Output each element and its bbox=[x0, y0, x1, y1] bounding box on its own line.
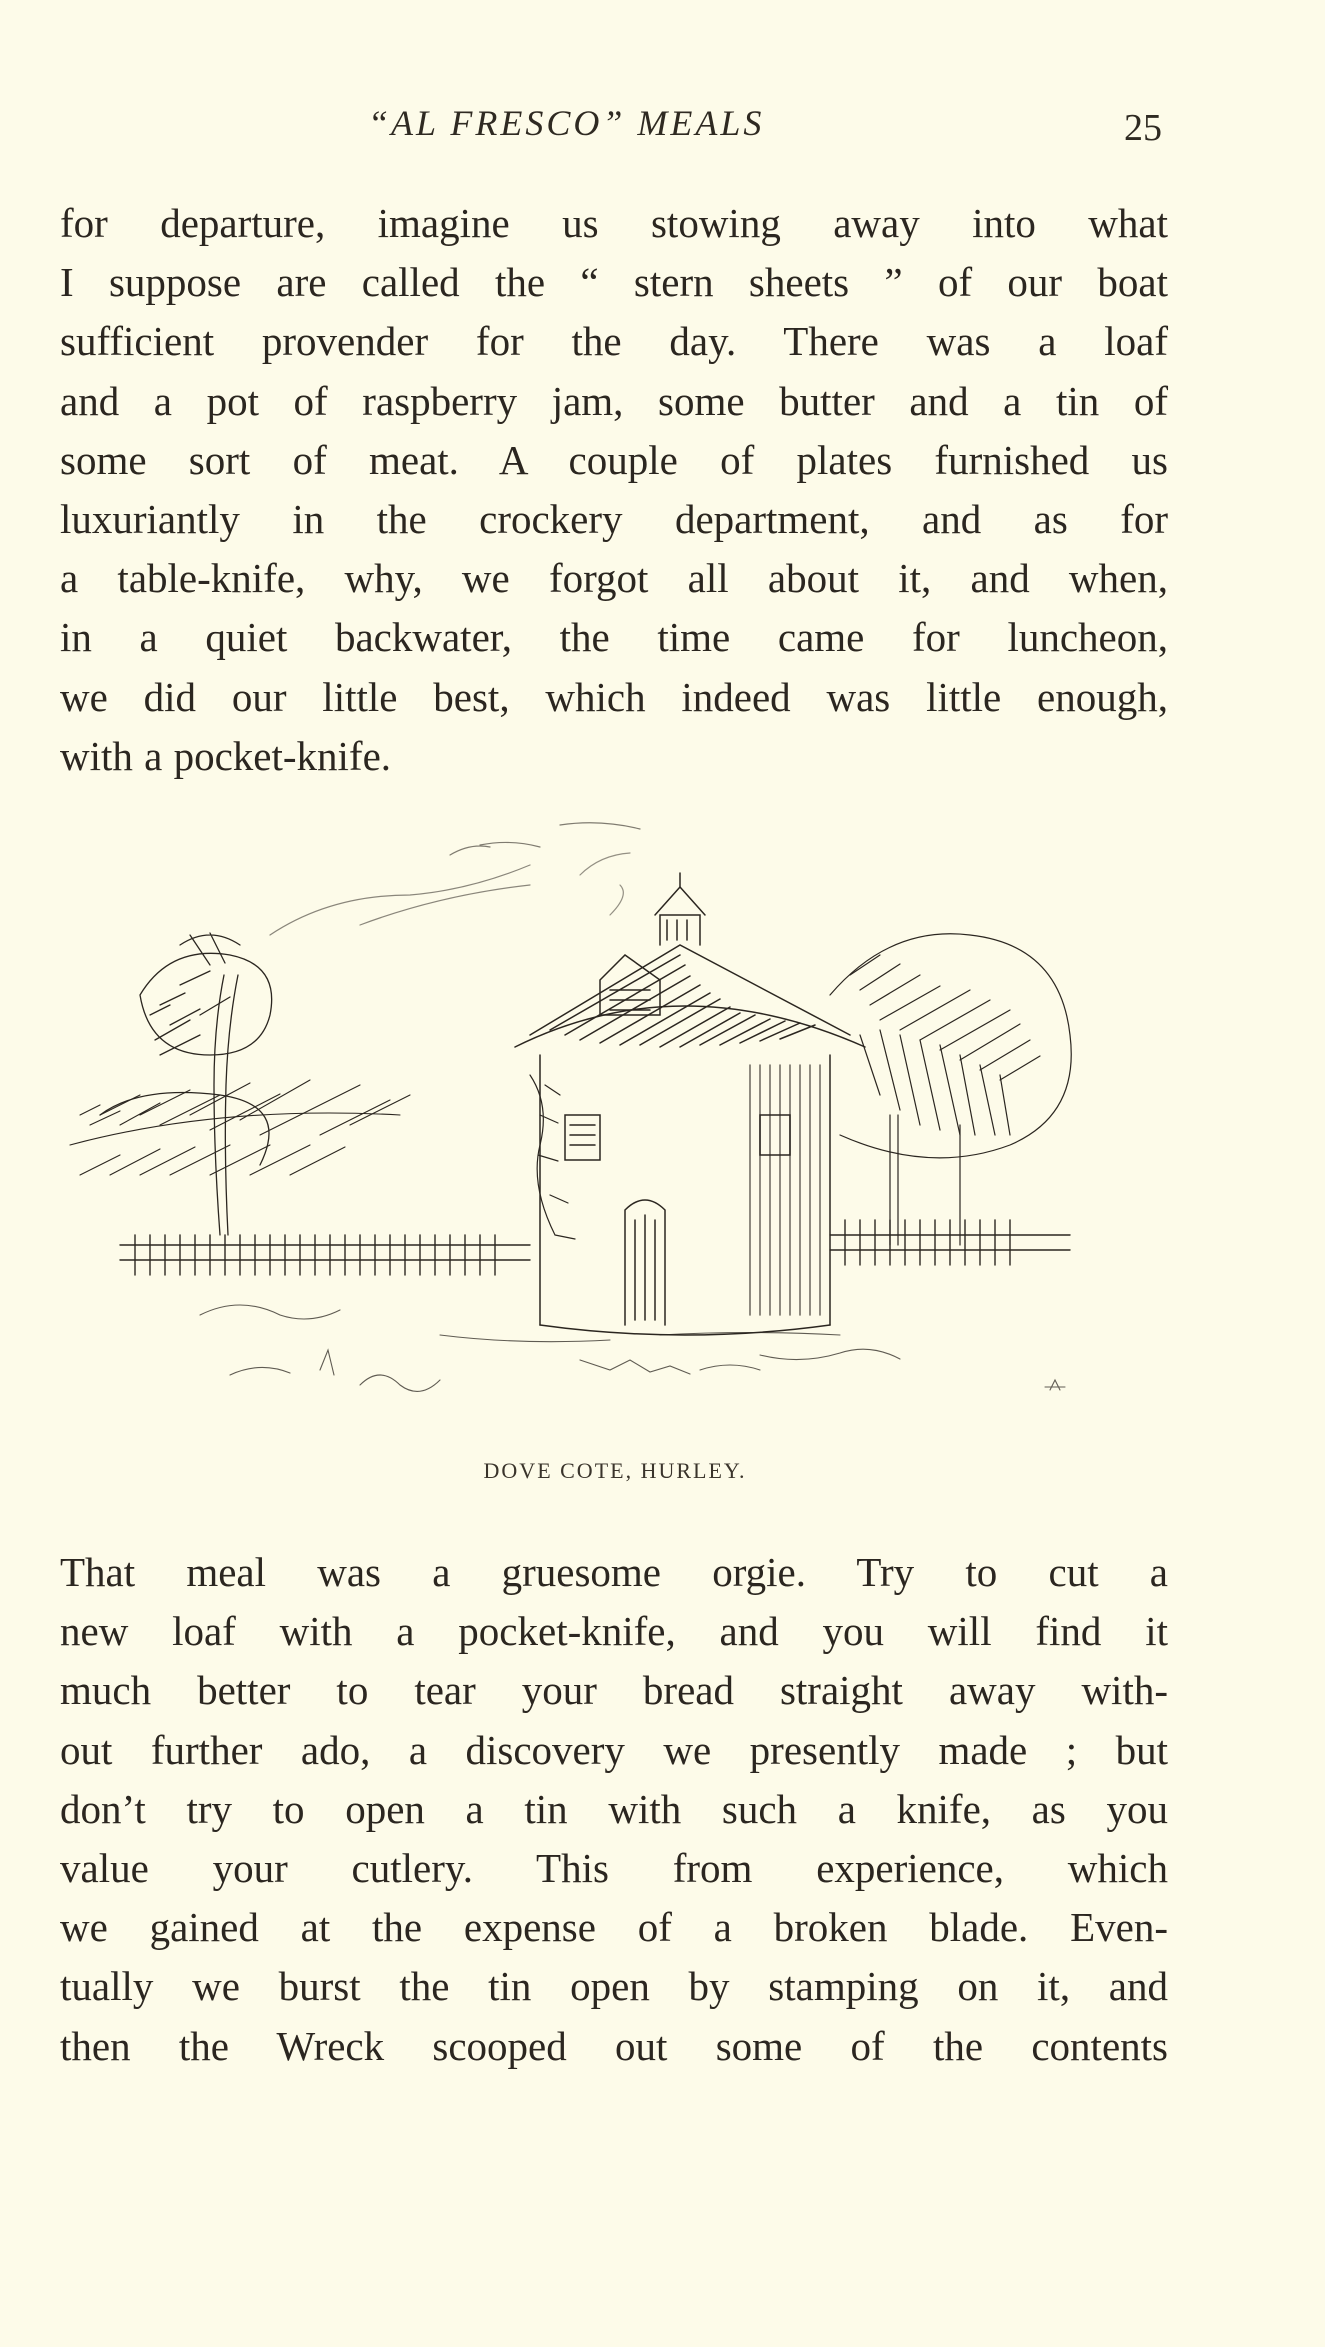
text-line: we gained at the expense of a broken blade. Even- bbox=[60, 1904, 1168, 1951]
illustration-svg bbox=[60, 815, 1120, 1435]
text-line: new loaf with a pocket-knife, and you will find it bbox=[60, 1608, 1168, 1655]
text-line: don’t try to open a tin with such a knife, as you bbox=[60, 1785, 1168, 1832]
running-title: “AL FRESCO” MEALS bbox=[368, 103, 765, 143]
text-line: out further ado, a discovery we presently made ; but bbox=[60, 1726, 1168, 1773]
text-line: in a quiet backwater, the time came for luncheon, bbox=[60, 614, 1168, 661]
text-line: and a pot of raspberry jam, some butter and a tin of bbox=[60, 377, 1168, 424]
text-line: with a pocket-knife. bbox=[60, 732, 392, 779]
text-line: for departure, imagine us stowing away into what bbox=[60, 200, 1168, 246]
text-line: I suppose are called the “ stern sheets ” of our boat bbox=[60, 259, 1168, 306]
text-line: luxuriantly in the crockery department, and as for bbox=[60, 496, 1168, 543]
running-head bbox=[0, 102, 1325, 152]
text-line: a table-knife, why, we forgot all about it, and when, bbox=[60, 555, 1168, 602]
text-line: much better to tear your bread straight away with- bbox=[60, 1667, 1168, 1714]
text-line: then the Wreck scooped out some of the contents bbox=[60, 2022, 1168, 2069]
text-line: sufficient provender for the day. There was a loaf bbox=[60, 318, 1168, 365]
text-line: That meal was a gruesome orgie. Try to cut a bbox=[60, 1549, 1168, 1595]
text-line: value your cutlery. This from experience, which bbox=[60, 1845, 1168, 1892]
figure-caption: DOVE COTE, HURLEY. bbox=[483, 1458, 747, 1483]
text-line: tually we burst the tin open by stamping on it, and bbox=[60, 1963, 1168, 2010]
paragraph-2 bbox=[60, 1543, 1168, 2076]
text-line: some sort of meat. A couple of plates furnished us bbox=[60, 436, 1168, 483]
text-line: we did our little best, which indeed was little enough, bbox=[60, 673, 1168, 720]
page-number: 25 bbox=[1124, 107, 1162, 149]
dove-cote-illustration-icon bbox=[60, 815, 1120, 1435]
paragraph-1 bbox=[60, 194, 1168, 786]
